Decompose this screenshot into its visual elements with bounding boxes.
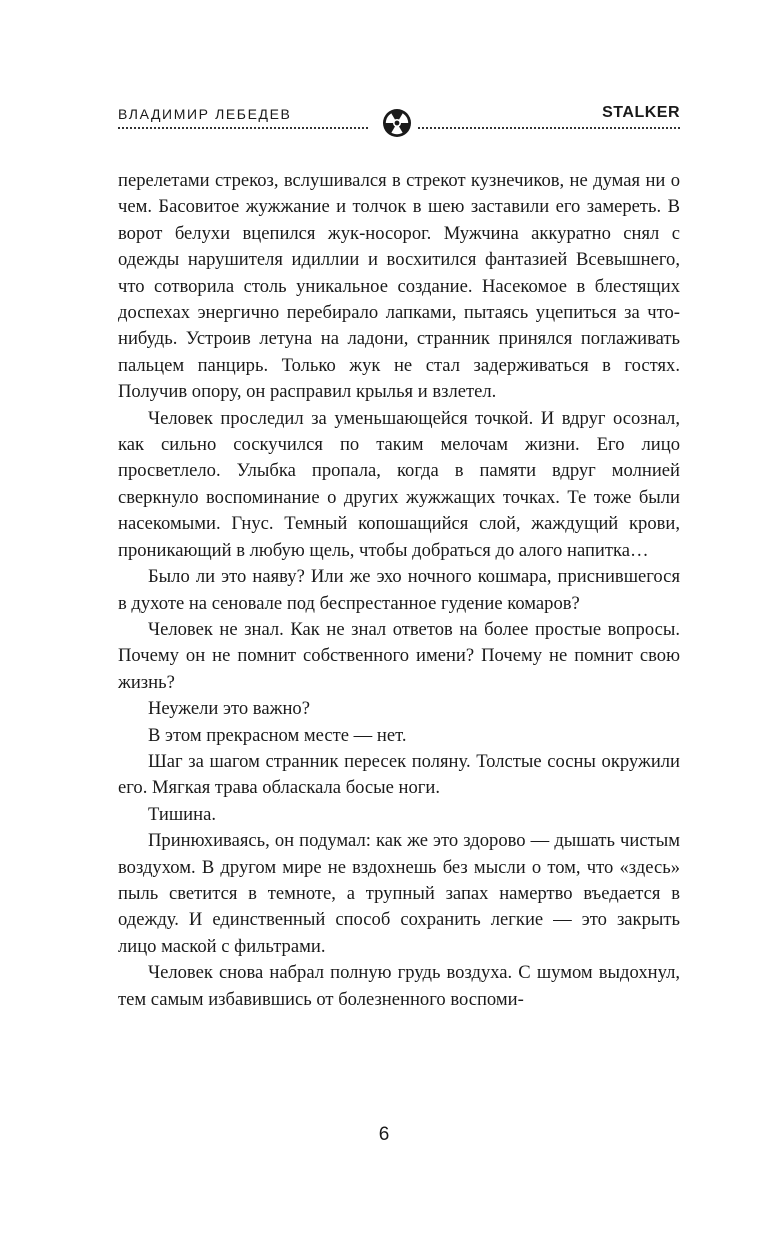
paragraph: Человек снова набрал полную грудь воздуха. С шумом выдохнул, тем самым избавившись от болезненного воспоми- — [118, 962, 680, 1010]
page-number: 6 — [378, 1124, 390, 1145]
paragraph: Человек не знал. Как не знал ответов на более простые вопросы. Почему он не помнит собственного имени? Почему не помнит свою жизнь? — [118, 618, 680, 693]
paragraph: Человек проследил за уменьшающейся точкой. И вдруг осознал, как сильно соскучился по таким мелочам жизни. Его лицо просветлело. Улыбка пропала, когда в памяти вдруг молнией сверкнуло воспоминание о других жужжащих точках. Те тоже были насекомыми. Гнус. Темный копошащийся слой, жаждущий крови, проникающий в любую щель, чтобы добраться до алого напитка… — [118, 407, 680, 561]
running-head-title: STALKER — [602, 104, 680, 121]
running-head-left-rule — [118, 127, 368, 129]
paragraph: Неужели это важно? — [148, 698, 310, 720]
paragraph: перелетами стрекоз, вслушивался в стрекот кузнечиков, не думая ни о чем. Басовитое жужжание и толчок в шею заставили его замереть. В ворот белухи вцепился жук-носорог. Мужчина аккуратно снял с одежды нарушителя идиллии и восхитился фантазией Всевышнего, что сотворила столь уникальное создание. Насекомое в блестящих доспехах энергично перебирало лапками, пытаясь уцепиться за что-нибудь. Устроив летуна на ладони, странник принялся поглаживать пальцем панцирь. Только жук не стал задерживаться в гостях. Получив опору, он расправил крылья и взлетел. — [118, 170, 680, 403]
body-text — [118, 168, 680, 1013]
paragraph: Тишина. — [148, 803, 216, 825]
running-head-right-rule — [418, 127, 680, 129]
running-head — [118, 104, 680, 134]
paragraph: Шаг за шагом странник пересек поляну. Толстые сосны окружили его. Мягкая трава обласкала босые ноги. — [118, 750, 680, 799]
paragraph: Принюхиваясь, он подумал: как же это здорово — дышать чистым воздухом. В другом мире не вздохнешь без мысли о том, что «здесь» пыль светится в темноте, а трупный запах намертво въедается в одежду. И единственный способ сохранить легкие — это закрыть лицо маской с фильтрами. — [118, 830, 680, 957]
paragraph: В этом прекрасном месте — нет. — [148, 724, 407, 746]
paragraph: Было ли это наяву? Или же эхо ночного кошмара, приснившегося в духоте на сеновале под беспрестанное гудение комаров? — [118, 566, 680, 614]
running-head-author: ВЛАДИМИР ЛЕБЕДЕВ — [118, 106, 292, 122]
radiation-icon — [382, 108, 412, 138]
